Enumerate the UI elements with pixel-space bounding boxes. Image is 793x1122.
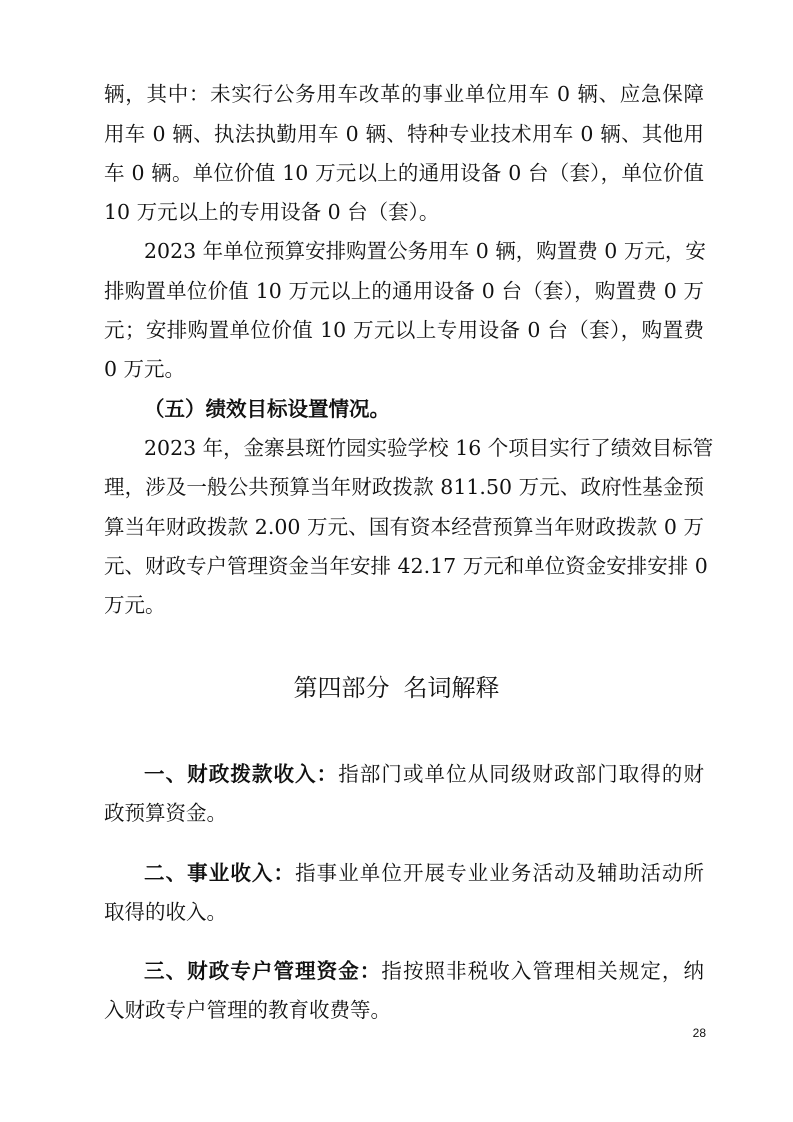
section-five-line-1: 2023 年，金寨县斑竹园实验学校 16 个项目实行了绩效目标管 [144,436,714,460]
definition-3-text: 指按照非税收入管理相关规定，纳 [381,959,705,983]
definition-1-line-1 [144,762,704,786]
section-five-line-3: 算当年财政拨款 2.00 万元、国有资本经营预算当年财政拨款 0 万 [104,515,704,539]
vehicles-line-1: 辆，其中：未实行公务用车改革的事业单位用车 0 辆、应急保障 [104,82,704,106]
vehicles-line-2: 用车 0 辆、执法执勤用车 0 辆、特种专业技术用车 0 辆、其他用 [104,122,704,146]
budget-line-3: 元；安排购置单位价值 10 万元以上专用设备 0 台（套），购置费 [104,318,704,342]
section-five-line-2: 理，涉及一般公共预算当年财政拨款 811.50 万元、政府性基金预 [104,475,704,499]
definition-3-line-1 [144,959,704,983]
definition-3-term: 三、财政专户管理资金： [144,959,382,983]
part-four-title: 名词解释 [403,674,500,702]
definition-3-line-2: 入财政专户管理的教育收费等。 [104,998,391,1022]
definition-1-term: 一、财政拨款收入： [144,762,339,786]
definition-2-line-1 [144,861,704,885]
budget-line-4: 0 万元。 [104,357,186,381]
definition-2-line-2: 取得的收入。 [104,900,227,924]
section-five-line-5: 万元。 [104,593,166,617]
part-four-heading [0,674,793,702]
budget-line-1: 2023 年单位预算安排购置公务用车 0 辆，购置费 0 万元，安 [144,239,706,263]
section-five-title: （五）绩效目标设置情况。 [144,397,390,421]
definition-1-line-2: 政预算资金。 [104,801,227,825]
definition-1-text: 指部门或单位从同级财政部门取得的财 [338,762,705,786]
section-five-line-4: 元、财政专户管理资金当年安排 42.17 万元和单位资金安排安排 0 [104,554,708,578]
budget-line-2: 排购置单位价值 10 万元以上的通用设备 0 台（套），购置费 0 万 [104,279,704,303]
vehicles-line-4: 10 万元以上的专用设备 0 台（套）。 [104,200,440,224]
page-number: 28 [692,1026,706,1040]
definition-2-text: 指事业单位开展专业业务活动及辅助活动所 [295,861,705,885]
definition-2-term: 二、事业收入： [144,861,296,885]
part-four-label: 第四部分 [293,674,390,702]
vehicles-line-3: 车 0 辆。单位价值 10 万元以上的通用设备 0 台（套），单位价值 [104,161,704,185]
